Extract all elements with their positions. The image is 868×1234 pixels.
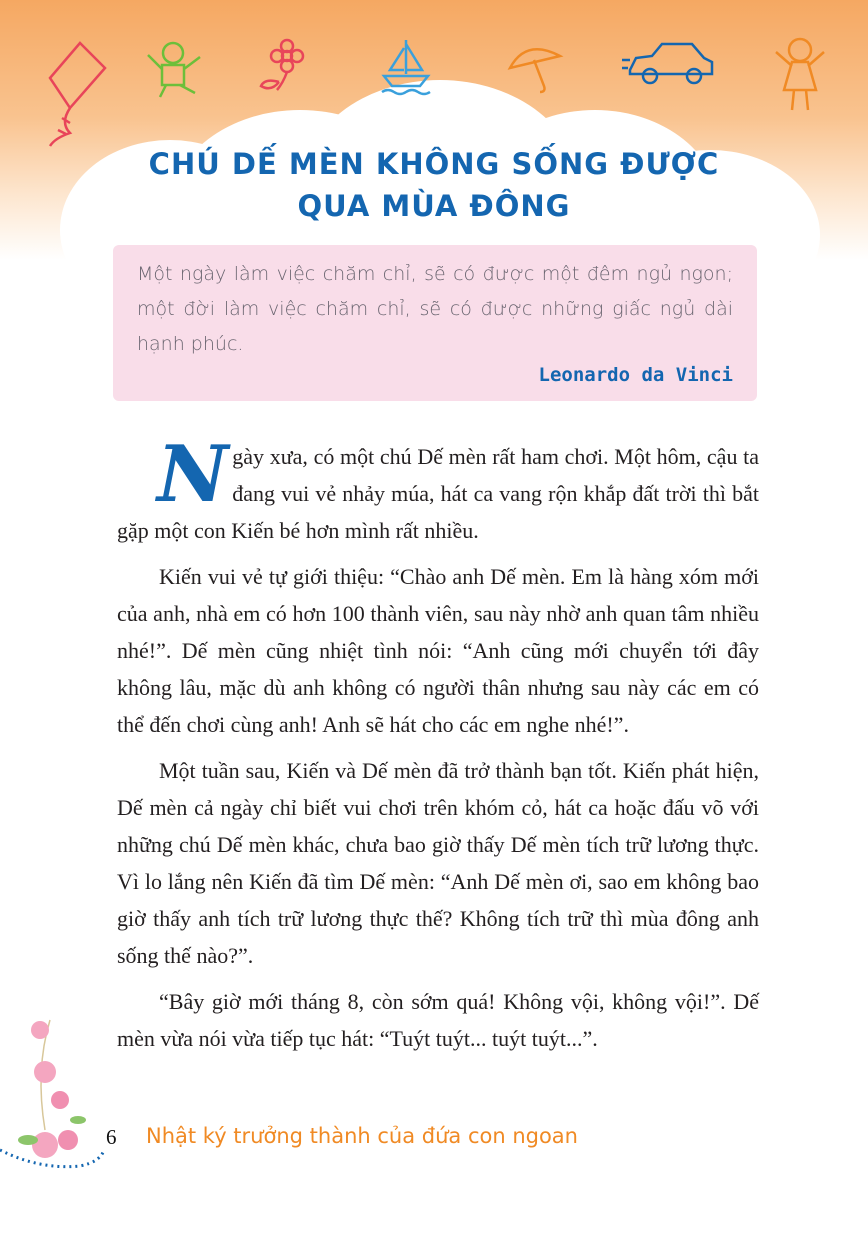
sailboat-icon [378,38,433,100]
paragraph: Một tuần sau, Kiến và Dế mèn đã trở thành bạn tốt. Kiến phát hiện, Dế mèn cả ngày chỉ biết vui chơi trên khóm cỏ, hát ca hoặc đấu võ với những chú Dế mèn khác, chưa bao giờ thấy Dế mèn tích trữ lương thực. Vì lo lắng nên Kiến đã tìm Dế mèn: “Anh Dế mèn ơi, sao em không bao giờ thấy anh tích trữ lương thực thế? Không tích trữ thì mùa đông anh sống thế nào?”. [117,758,759,968]
quote-box [113,245,757,401]
story-body [117,429,759,1066]
paragraph: Kiến vui vẻ tự giới thiệu: “Chào anh Dế mèn. Em là hàng xóm mới của anh, nhà em có hơn 100 thành viên, sau này nhờ anh quan tâm nhiều nhé!”. Dế mèn cũng nhiệt tình nói: “Anh cũng mới chuyển tới đây không lâu, mặc dù anh không có người thân nhưng sau này các em có thể đến chơi cùng anh! Anh sẽ hát cho các em nghe nhé!”. [117,564,759,737]
quote-author: Leonardo da Vinci [538,364,733,386]
page-number: 6 [106,1125,117,1149]
paragraph: “Bây giờ mới tháng 8, còn sớm quá! Không vội, không vội!”. Dế mèn vừa nói vừa tiếp tục hát: “Tuýt tuýt... tuýt tuýt...”. [117,989,759,1051]
flower-icon [255,38,310,93]
book-title: Nhật ký trưởng thành của đứa con ngoan [146,1124,578,1148]
paragraph [117,429,759,549]
quote-text: Một ngày làm việc chăm chỉ, sẽ có được một đêm ngủ ngon; một đời làm việc chăm chỉ, sẽ có được những giấc ngủ dài hạnh phúc. [137,263,733,355]
drop-cap: N [157,429,229,520]
umbrella-icon [506,42,564,97]
title-line-1: CHÚ DẾ MÈN KHÔNG SỐNG ĐƯỢC [148,147,720,181]
paragraph-text: gày xưa, có một chú Dế mèn rất ham chơi. Một hôm, cậu ta đang vui vẻ nhảy múa, hát ca vang rộn khắp đất trời thì bắt gặp một con Kiến bé hơn mình rất nhiều. [117,444,759,543]
child-icon [140,35,210,100]
car-icon [622,40,717,88]
page-title [0,143,868,227]
girl-icon [770,30,830,120]
flower-decoration-icon [0,1010,110,1190]
title-line-2: QUA MÙA ĐÔNG [297,189,571,223]
kite-icon [40,38,110,148]
footer [0,1100,868,1180]
